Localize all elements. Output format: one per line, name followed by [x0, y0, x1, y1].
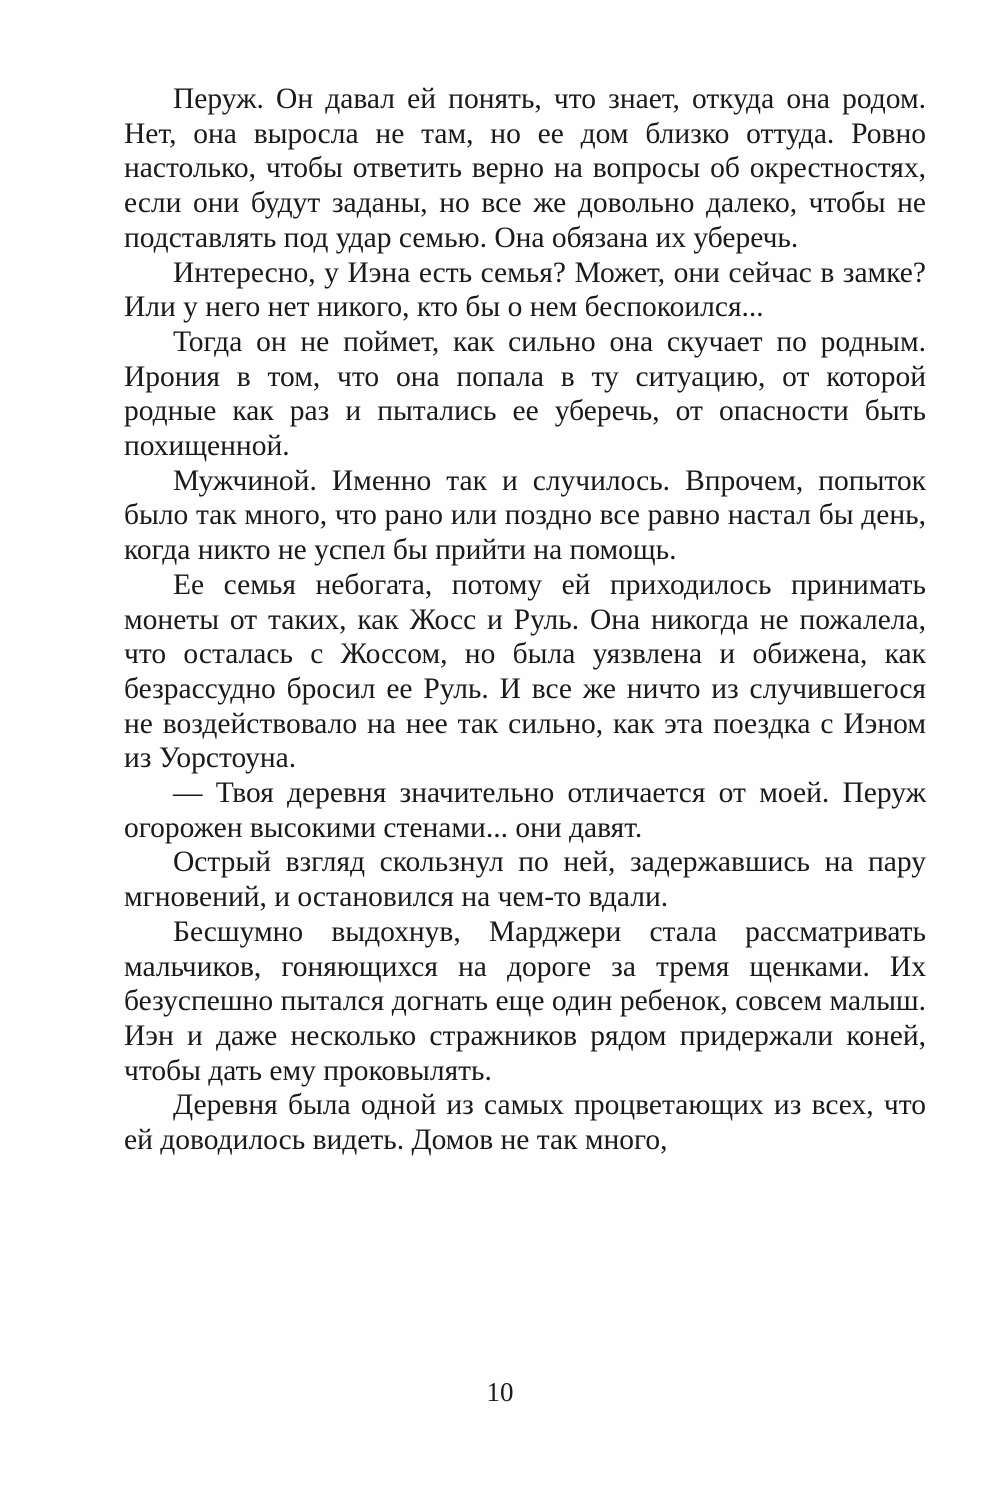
paragraph: Тогда он не поймет, как сильно она скучает по родным. Ирония в том, что она попала в ту ситуацию, от которой родные как раз и пытались ее уберечь, от опасности быть похищенной. — [124, 325, 926, 463]
paragraph: Острый взгляд скользнул по ней, задержавшись на пару мгновений, и остановился на чем-то вдали. — [124, 846, 926, 914]
body-text — [124, 82, 926, 1158]
paragraph: Бесшумно выдохнув, Марджери стала рассматривать мальчиков, гоняющихся на дороге за тремя щенками. Их безуспешно пытался догнать еще один ребенок, совсем малыш. Иэн и даже несколько стражников рядом придержали коней, чтобы дать ему проковылять. — [124, 915, 926, 1087]
paragraph: Деревня была одной из самых процветающих из всех, что ей доводилось видеть. Домов не так много, — [124, 1089, 926, 1157]
paragraph: Мужчиной. Именно так и случилось. Впрочем, попыток было так много, что рано или поздно все равно настал бы день, когда никто не успел бы прийти на помощь. — [124, 464, 926, 567]
paragraph: Перуж. Он давал ей понять, что знает, откуда она родом. Нет, она выросла не там, но ее дом близко оттуда. Ровно настолько, чтобы ответить верно на вопросы об окрестностях, если они будут заданы, но все же довольно далеко, чтобы не подставлять под удар семью. Она обязана их уберечь. — [124, 83, 926, 254]
paragraph: Интересно, у Иэна есть семья? Может, они сейчас в замке? Или у него нет никого, кто бы о нем беспокоился... — [124, 256, 926, 324]
page-number: 10 — [486, 1377, 514, 1407]
paragraph: Ее семья небогата, потому ей приходилось принимать монеты от таких, как Жосс и Руль. Она никогда не пожалела, что осталась с Жоссом, но была уязвлена и обижена, как безрассудно бросил ее Руль. И все же ничто из случившегося не воздействовало на нее так сильно, как эта поездка с Иэном из Уорстоуна. — [124, 568, 926, 775]
paragraph: — Твоя деревня значительно отличается от моей. Перуж огорожен высокими стенами... они давят. — [124, 777, 926, 844]
